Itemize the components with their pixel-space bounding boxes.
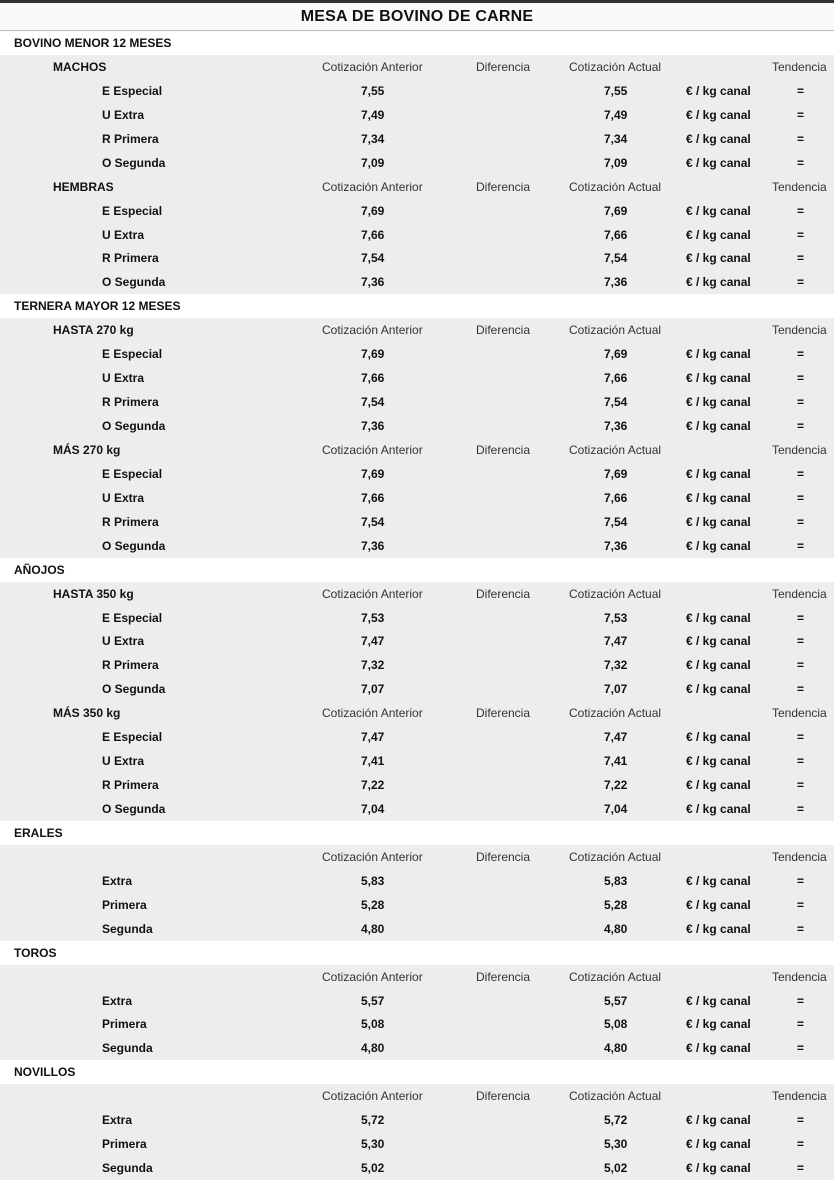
grade-label: U Extra bbox=[102, 634, 145, 649]
unit-label: € / kg canal bbox=[686, 155, 751, 170]
value-anterior: 7,54 bbox=[361, 251, 385, 266]
unit-label: € / kg canal bbox=[686, 658, 751, 673]
value-actual: 7,32 bbox=[604, 658, 628, 673]
unit-label: € / kg canal bbox=[686, 778, 751, 793]
header-cotizacion-actual: Cotización Actual bbox=[569, 969, 662, 984]
grade-label: E Especial bbox=[102, 83, 163, 98]
header-tendencia: Tendencia bbox=[772, 706, 827, 721]
unit-label: € / kg canal bbox=[686, 802, 751, 816]
grade-label: U Extra bbox=[102, 754, 145, 769]
value-anterior: 7,22 bbox=[361, 778, 385, 793]
unit-label: € / kg canal bbox=[686, 107, 751, 122]
group-label: HASTA 270 kg bbox=[53, 323, 134, 338]
trend-indicator: = bbox=[797, 634, 805, 649]
grade-label: U Extra bbox=[102, 107, 145, 122]
grade-label: Extra bbox=[102, 993, 133, 1008]
header-cotizacion-actual: Cotización Actual bbox=[569, 1089, 662, 1104]
table-row bbox=[0, 462, 834, 486]
value-actual: 7,66 bbox=[604, 371, 628, 386]
trend-indicator: = bbox=[797, 227, 805, 242]
trend-indicator: = bbox=[797, 83, 805, 98]
header-diferencia: Diferencia bbox=[476, 323, 531, 338]
header-cotizacion-actual: Cotización Actual bbox=[569, 706, 662, 721]
trend-indicator: = bbox=[797, 1137, 805, 1152]
value-actual: 7,07 bbox=[604, 682, 628, 697]
unit-label: € / kg canal bbox=[686, 1137, 751, 1152]
table-row bbox=[0, 103, 834, 127]
header-cotizacion-anterior: Cotización Anterior bbox=[322, 969, 423, 984]
grade-label: O Segunda bbox=[102, 802, 166, 816]
grade-label: U Extra bbox=[102, 490, 145, 505]
section-title: TOROS bbox=[14, 945, 57, 960]
trend-indicator: = bbox=[797, 347, 805, 362]
value-actual: 7,69 bbox=[604, 203, 628, 218]
grade-label: O Segunda bbox=[102, 538, 166, 553]
value-anterior: 7,69 bbox=[361, 347, 385, 362]
trend-indicator: = bbox=[797, 921, 805, 936]
grade-label: R Primera bbox=[102, 395, 159, 410]
header-tendencia: Tendencia bbox=[772, 1089, 827, 1104]
grade-label: E Especial bbox=[102, 730, 163, 745]
column-header-row bbox=[0, 845, 834, 869]
group-label: MÁS 350 kg bbox=[53, 706, 121, 721]
value-anterior: 7,09 bbox=[361, 155, 385, 170]
value-actual: 7,04 bbox=[604, 802, 628, 816]
table-row bbox=[0, 342, 834, 366]
trend-indicator: = bbox=[797, 1113, 805, 1128]
header-cotizacion-anterior: Cotización Anterior bbox=[322, 442, 423, 457]
unit-label: € / kg canal bbox=[686, 1017, 751, 1032]
table-row bbox=[0, 1156, 834, 1180]
grade-label: E Especial bbox=[102, 466, 163, 481]
value-actual: 7,47 bbox=[604, 634, 628, 649]
table-row bbox=[0, 246, 834, 270]
section-title: ERALES bbox=[14, 825, 63, 840]
table-row bbox=[0, 486, 834, 510]
value-anterior: 5,72 bbox=[361, 1113, 385, 1128]
unit-label: € / kg canal bbox=[686, 1161, 751, 1176]
value-anterior: 7,47 bbox=[361, 730, 385, 745]
header-tendencia: Tendencia bbox=[772, 179, 827, 194]
trend-indicator: = bbox=[797, 897, 805, 912]
header-cotizacion-anterior: Cotización Anterior bbox=[322, 323, 423, 338]
table-row bbox=[0, 151, 834, 175]
header-cotizacion-actual: Cotización Actual bbox=[569, 59, 662, 74]
group-label: MÁS 270 kg bbox=[53, 442, 121, 457]
value-anterior: 7,41 bbox=[361, 754, 385, 769]
section-title: AÑOJOS bbox=[14, 562, 65, 577]
unit-label: € / kg canal bbox=[686, 921, 751, 936]
trend-indicator: = bbox=[797, 778, 805, 793]
header-tendencia: Tendencia bbox=[772, 586, 827, 601]
header-diferencia: Diferencia bbox=[476, 59, 531, 74]
trend-indicator: = bbox=[797, 538, 805, 553]
section-header-row bbox=[0, 1060, 834, 1084]
value-actual: 7,22 bbox=[604, 778, 628, 793]
value-anterior: 7,66 bbox=[361, 371, 385, 386]
value-anterior: 7,55 bbox=[361, 83, 385, 98]
grade-label: Extra bbox=[102, 1113, 133, 1128]
value-actual: 7,69 bbox=[604, 347, 628, 362]
header-cotizacion-anterior: Cotización Anterior bbox=[322, 706, 423, 721]
value-anterior: 5,83 bbox=[361, 873, 385, 888]
header-diferencia: Diferencia bbox=[476, 706, 531, 721]
column-header-row bbox=[0, 582, 834, 606]
table-row bbox=[0, 653, 834, 677]
table-row bbox=[0, 797, 834, 821]
header-tendencia: Tendencia bbox=[772, 969, 827, 984]
header-tendencia: Tendencia bbox=[772, 849, 827, 864]
unit-label: € / kg canal bbox=[686, 514, 751, 529]
value-actual: 7,36 bbox=[604, 419, 628, 433]
column-header-row bbox=[0, 701, 834, 725]
grade-label: U Extra bbox=[102, 371, 145, 386]
grade-label: Segunda bbox=[102, 1041, 153, 1056]
value-actual: 7,54 bbox=[604, 251, 628, 266]
column-header-row bbox=[0, 55, 834, 79]
value-anterior: 7,32 bbox=[361, 658, 385, 673]
unit-label: € / kg canal bbox=[686, 419, 751, 433]
value-actual: 7,55 bbox=[604, 83, 628, 98]
header-cotizacion-anterior: Cotización Anterior bbox=[322, 179, 423, 194]
header-tendencia: Tendencia bbox=[772, 59, 827, 74]
section-header-row bbox=[0, 558, 834, 582]
value-actual: 4,80 bbox=[604, 921, 628, 936]
grade-label: Segunda bbox=[102, 1161, 153, 1176]
trend-indicator: = bbox=[797, 1161, 805, 1176]
header-cotizacion-anterior: Cotización Anterior bbox=[322, 1089, 423, 1104]
trend-indicator: = bbox=[797, 514, 805, 529]
value-actual: 7,53 bbox=[604, 610, 628, 625]
trend-indicator: = bbox=[797, 107, 805, 122]
table-row bbox=[0, 773, 834, 797]
unit-label: € / kg canal bbox=[686, 275, 751, 290]
header-cotizacion-actual: Cotización Actual bbox=[569, 442, 662, 457]
grade-label: O Segunda bbox=[102, 275, 166, 290]
trend-indicator: = bbox=[797, 490, 805, 505]
value-anterior: 7,07 bbox=[361, 682, 385, 697]
header-diferencia: Diferencia bbox=[476, 179, 531, 194]
grade-label: Extra bbox=[102, 873, 133, 888]
table-row bbox=[0, 629, 834, 653]
value-anterior: 7,54 bbox=[361, 395, 385, 410]
grade-label: R Primera bbox=[102, 251, 159, 266]
section-header-row bbox=[0, 941, 834, 965]
grade-label: O Segunda bbox=[102, 155, 166, 170]
unit-label: € / kg canal bbox=[686, 610, 751, 625]
table-row bbox=[0, 893, 834, 917]
value-anterior: 7,04 bbox=[361, 802, 385, 816]
header-tendencia: Tendencia bbox=[772, 442, 827, 457]
value-actual: 5,57 bbox=[604, 993, 628, 1008]
table-row bbox=[0, 917, 834, 941]
value-actual: 7,34 bbox=[604, 131, 628, 146]
value-anterior: 4,80 bbox=[361, 1041, 385, 1056]
table-row bbox=[0, 989, 834, 1013]
column-header-row bbox=[0, 438, 834, 462]
unit-label: € / kg canal bbox=[686, 1113, 751, 1128]
value-anterior: 7,69 bbox=[361, 203, 385, 218]
value-anterior: 7,47 bbox=[361, 634, 385, 649]
group-label: HASTA 350 kg bbox=[53, 586, 134, 601]
column-header-row bbox=[0, 1084, 834, 1108]
unit-label: € / kg canal bbox=[686, 227, 751, 242]
header-cotizacion-anterior: Cotización Anterior bbox=[322, 849, 423, 864]
header-cotizacion-anterior: Cotización Anterior bbox=[322, 59, 423, 74]
value-anterior: 5,08 bbox=[361, 1017, 385, 1032]
unit-label: € / kg canal bbox=[686, 538, 751, 553]
trend-indicator: = bbox=[797, 658, 805, 673]
unit-label: € / kg canal bbox=[686, 347, 751, 362]
value-actual: 7,54 bbox=[604, 395, 628, 410]
value-anterior: 7,54 bbox=[361, 514, 385, 529]
value-actual: 7,36 bbox=[604, 275, 628, 290]
table-row bbox=[0, 1012, 834, 1036]
trend-indicator: = bbox=[797, 873, 805, 888]
trend-indicator: = bbox=[797, 275, 805, 290]
value-actual: 5,83 bbox=[604, 873, 628, 888]
grade-label: O Segunda bbox=[102, 682, 166, 697]
value-actual: 7,47 bbox=[604, 730, 628, 745]
header-cotizacion-actual: Cotización Actual bbox=[569, 849, 662, 864]
table-row bbox=[0, 366, 834, 390]
table-row bbox=[0, 1132, 834, 1156]
trend-indicator: = bbox=[797, 395, 805, 410]
value-actual: 5,28 bbox=[604, 897, 628, 912]
header-diferencia: Diferencia bbox=[476, 969, 531, 984]
header-diferencia: Diferencia bbox=[476, 1089, 531, 1104]
value-anterior: 7,69 bbox=[361, 466, 385, 481]
price-table bbox=[0, 31, 834, 1180]
unit-label: € / kg canal bbox=[686, 395, 751, 410]
grade-label: Segunda bbox=[102, 921, 153, 936]
grade-label: O Segunda bbox=[102, 419, 166, 433]
value-anterior: 7,49 bbox=[361, 107, 385, 122]
value-anterior: 7,34 bbox=[361, 131, 385, 146]
unit-label: € / kg canal bbox=[686, 203, 751, 218]
table-row bbox=[0, 1036, 834, 1060]
value-actual: 4,80 bbox=[604, 1041, 628, 1056]
value-actual: 7,66 bbox=[604, 490, 628, 505]
table-row bbox=[0, 390, 834, 414]
value-anterior: 5,28 bbox=[361, 897, 385, 912]
column-header-row bbox=[0, 965, 834, 989]
value-anterior: 7,36 bbox=[361, 419, 385, 433]
value-anterior: 5,30 bbox=[361, 1137, 385, 1152]
value-anterior: 7,66 bbox=[361, 227, 385, 242]
header-tendencia: Tendencia bbox=[772, 323, 827, 338]
column-header-row bbox=[0, 318, 834, 342]
unit-label: € / kg canal bbox=[686, 466, 751, 481]
trend-indicator: = bbox=[797, 466, 805, 481]
table-row bbox=[0, 869, 834, 893]
value-actual: 7,09 bbox=[604, 155, 628, 170]
table-row bbox=[0, 270, 834, 294]
value-actual: 7,54 bbox=[604, 514, 628, 529]
section-title: TERNERA MAYOR 12 MESES bbox=[14, 299, 181, 314]
trend-indicator: = bbox=[797, 1017, 805, 1032]
section-header-row bbox=[0, 31, 834, 55]
grade-label: E Especial bbox=[102, 203, 163, 218]
section-header-row bbox=[0, 294, 834, 318]
value-anterior: 7,36 bbox=[361, 538, 385, 553]
page-title: MESA DE BOVINO DE CARNE bbox=[0, 3, 834, 31]
grade-label: E Especial bbox=[102, 347, 163, 362]
trend-indicator: = bbox=[797, 131, 805, 146]
header-diferencia: Diferencia bbox=[476, 586, 531, 601]
value-actual: 5,30 bbox=[604, 1137, 628, 1152]
unit-label: € / kg canal bbox=[686, 490, 751, 505]
table-row bbox=[0, 725, 834, 749]
value-actual: 5,08 bbox=[604, 1017, 628, 1032]
grade-label: R Primera bbox=[102, 778, 159, 793]
unit-label: € / kg canal bbox=[686, 730, 751, 745]
section-header-row bbox=[0, 821, 834, 845]
value-actual: 5,02 bbox=[604, 1161, 628, 1176]
table-row bbox=[0, 677, 834, 701]
trend-indicator: = bbox=[797, 251, 805, 266]
grade-label: Primera bbox=[102, 1017, 147, 1032]
unit-label: € / kg canal bbox=[686, 897, 751, 912]
trend-indicator: = bbox=[797, 802, 805, 816]
unit-label: € / kg canal bbox=[686, 993, 751, 1008]
header-diferencia: Diferencia bbox=[476, 442, 531, 457]
grade-label: E Especial bbox=[102, 610, 163, 625]
unit-label: € / kg canal bbox=[686, 754, 751, 769]
table-row bbox=[0, 749, 834, 773]
column-header-row bbox=[0, 175, 834, 199]
value-actual: 7,66 bbox=[604, 227, 628, 242]
unit-label: € / kg canal bbox=[686, 371, 751, 386]
value-anterior: 7,53 bbox=[361, 610, 385, 625]
grade-label: Primera bbox=[102, 1137, 147, 1152]
unit-label: € / kg canal bbox=[686, 251, 751, 266]
table-row bbox=[0, 1108, 834, 1132]
trend-indicator: = bbox=[797, 682, 805, 697]
trend-indicator: = bbox=[797, 203, 805, 218]
table-row bbox=[0, 127, 834, 151]
table-row bbox=[0, 79, 834, 103]
trend-indicator: = bbox=[797, 155, 805, 170]
value-actual: 7,36 bbox=[604, 538, 628, 553]
header-cotizacion-actual: Cotización Actual bbox=[569, 179, 662, 194]
value-anterior: 7,66 bbox=[361, 490, 385, 505]
section-title: NOVILLOS bbox=[14, 1065, 76, 1080]
unit-label: € / kg canal bbox=[686, 83, 751, 98]
value-anterior: 5,02 bbox=[361, 1161, 385, 1176]
group-label: HEMBRAS bbox=[53, 179, 114, 194]
unit-label: € / kg canal bbox=[686, 131, 751, 146]
header-cotizacion-actual: Cotización Actual bbox=[569, 323, 662, 338]
table-row bbox=[0, 510, 834, 534]
value-anterior: 7,36 bbox=[361, 275, 385, 290]
table-row bbox=[0, 223, 834, 247]
trend-indicator: = bbox=[797, 610, 805, 625]
section-title: BOVINO MENOR 12 MESES bbox=[14, 36, 172, 50]
unit-label: € / kg canal bbox=[686, 634, 751, 649]
header-cotizacion-actual: Cotización Actual bbox=[569, 586, 662, 601]
unit-label: € / kg canal bbox=[686, 1041, 751, 1056]
table-row bbox=[0, 414, 834, 438]
trend-indicator: = bbox=[797, 419, 805, 433]
header-cotizacion-anterior: Cotización Anterior bbox=[322, 586, 423, 601]
trend-indicator: = bbox=[797, 993, 805, 1008]
unit-label: € / kg canal bbox=[686, 873, 751, 888]
table-row bbox=[0, 534, 834, 558]
grade-label: U Extra bbox=[102, 227, 145, 242]
value-actual: 7,49 bbox=[604, 107, 628, 122]
grade-label: R Primera bbox=[102, 514, 159, 529]
value-actual: 7,41 bbox=[604, 754, 628, 769]
value-anterior: 4,80 bbox=[361, 921, 385, 936]
trend-indicator: = bbox=[797, 754, 805, 769]
value-actual: 5,72 bbox=[604, 1113, 628, 1128]
table-row bbox=[0, 199, 834, 223]
grade-label: Primera bbox=[102, 897, 147, 912]
header-diferencia: Diferencia bbox=[476, 849, 531, 864]
value-anterior: 5,57 bbox=[361, 993, 385, 1008]
grade-label: R Primera bbox=[102, 131, 159, 146]
value-actual: 7,69 bbox=[604, 466, 628, 481]
table-row bbox=[0, 606, 834, 630]
trend-indicator: = bbox=[797, 730, 805, 745]
group-label: MACHOS bbox=[53, 59, 107, 74]
trend-indicator: = bbox=[797, 371, 805, 386]
unit-label: € / kg canal bbox=[686, 682, 751, 697]
trend-indicator: = bbox=[797, 1041, 805, 1056]
grade-label: R Primera bbox=[102, 658, 159, 673]
